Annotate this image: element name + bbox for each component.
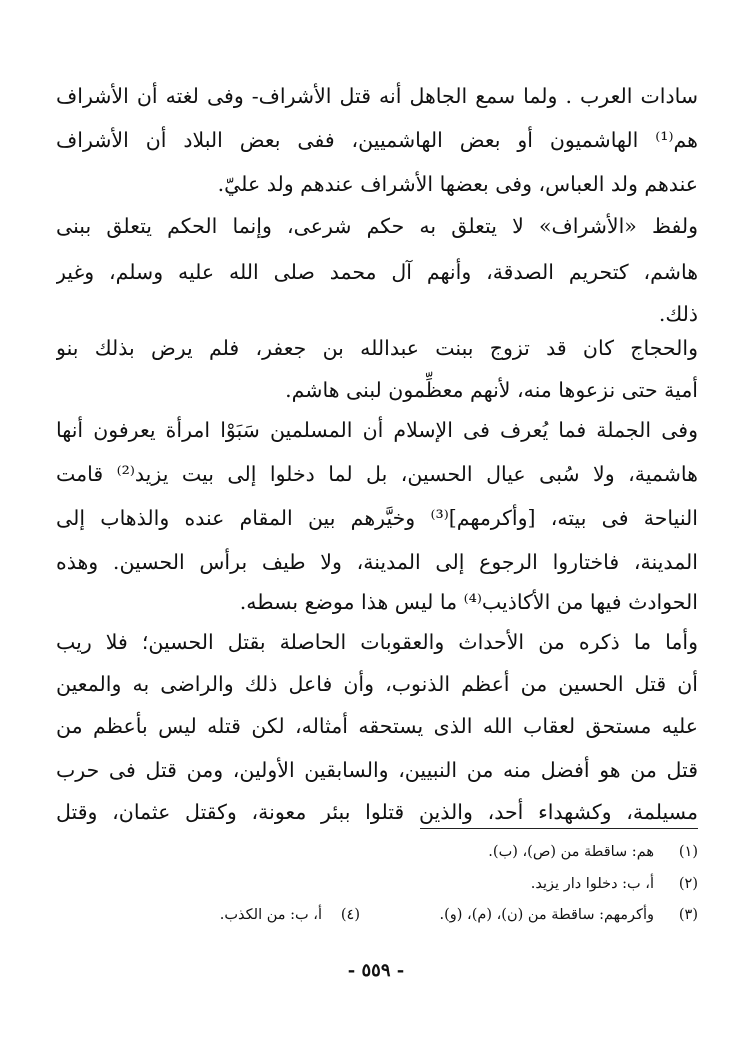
footnote-3-number: (٣) (678, 907, 698, 923)
footnote-2 (0, 870, 752, 898)
body-line-12: المدينة، فاختاروا الرجوع إلى المدينة، ولا طيف برأس الحسين. وهذه (56, 550, 698, 574)
footnote-1-number: (١) (678, 844, 698, 860)
body-line-2: هم⁽¹⁾ الهاشميون أو بعض الهاشميين، ففى بعض البلاد أن الأشراف (56, 128, 698, 152)
footnote-4-text: أ، ب: من الكذب. (219, 907, 322, 923)
body-line-5: هاشم، كتحريم الصدقة، وأنهم آل محمد صلى الله عليه وسلم، وغير (56, 260, 698, 284)
body-line-18: مسيلمة، وكشهداء أحد، والذين قتلوا ببئر معونة، وكقتل عثمان، وقتل (56, 800, 698, 824)
body-line-16: عليه مستحق لعقاب الله الذى يستحقه أمثاله، لكن قتله ليس بأعظم من (56, 714, 698, 738)
body-line-1: سادات العرب . ولما سمع الجاهل أنه قتل الأشراف- وفى لغته أن الأشراف (56, 84, 698, 108)
footnote-4-number: (٤) (340, 907, 360, 923)
footnote-2-text: أ، ب: دخلوا دار يزيد. (530, 876, 654, 892)
body-line-7: والحجاج كان قد تزوج ببنت عبدالله بن جعفر، فلم يرض بذلك بنو (56, 336, 698, 360)
body-line-10: هاشمية، ولا سُبى عيال الحسين، بل لما دخلوا إلى بيت يزيد⁽²⁾ قامت (56, 462, 698, 486)
body-line-13: الحوادث فيها من الأكاذيب⁽⁴⁾ ما ليس هذا موضع بسطه. (239, 590, 698, 614)
footnote-2-number: (٢) (678, 876, 698, 892)
body-line-11: النياحة فى بيته، [وأكرمهم]⁽³⁾ وخيَّرهم بين المقام عنده والذهاب إلى (56, 506, 698, 530)
body-line-3: عندهم ولد العباس، وفى بعضها الأشراف عندهم ولد عليّ. (217, 172, 698, 196)
page-number: - ٥٥٩ - (347, 960, 405, 981)
body-line-8: أمية حتى نزعوها منه، لأنهم معظِّمون لبنى هاشم. (285, 378, 698, 402)
body-line-14: وأما ما ذكره من الأحداث والعقوبات الحاصلة بقتل الحسين؛ فلا ريب (56, 630, 698, 654)
body-line-15: أن قتل الحسين من أعظم الذنوب، وأن فاعل ذلك والراضى به والمعين (56, 672, 698, 696)
body-line-9: وفى الجملة فما يُعرف فى الإسلام أن المسلمين سَبَوْا امرأة يعرفون أنها (56, 418, 698, 442)
footnote-3-4-row (0, 901, 752, 929)
footnote-divider (420, 828, 698, 829)
footnote-1-text: هم: ساقطة من (ص)، (ب). (488, 844, 654, 860)
footnote-3-text: وأكرمهم: ساقطة من (ن)، (م)، (و). (439, 907, 654, 923)
body-line-17: قتل من هو أفضل منه من النبيين، والسابقين الأولين، ومن قتل فى حرب (56, 758, 698, 782)
footnote-1 (0, 838, 752, 866)
body-line-4: ولفظ «الأشراف» لا يتعلق به حكم شرعى، وإنما الحكم يتعلق ببنى (56, 214, 698, 238)
body-line-6: ذلك. (658, 302, 698, 326)
